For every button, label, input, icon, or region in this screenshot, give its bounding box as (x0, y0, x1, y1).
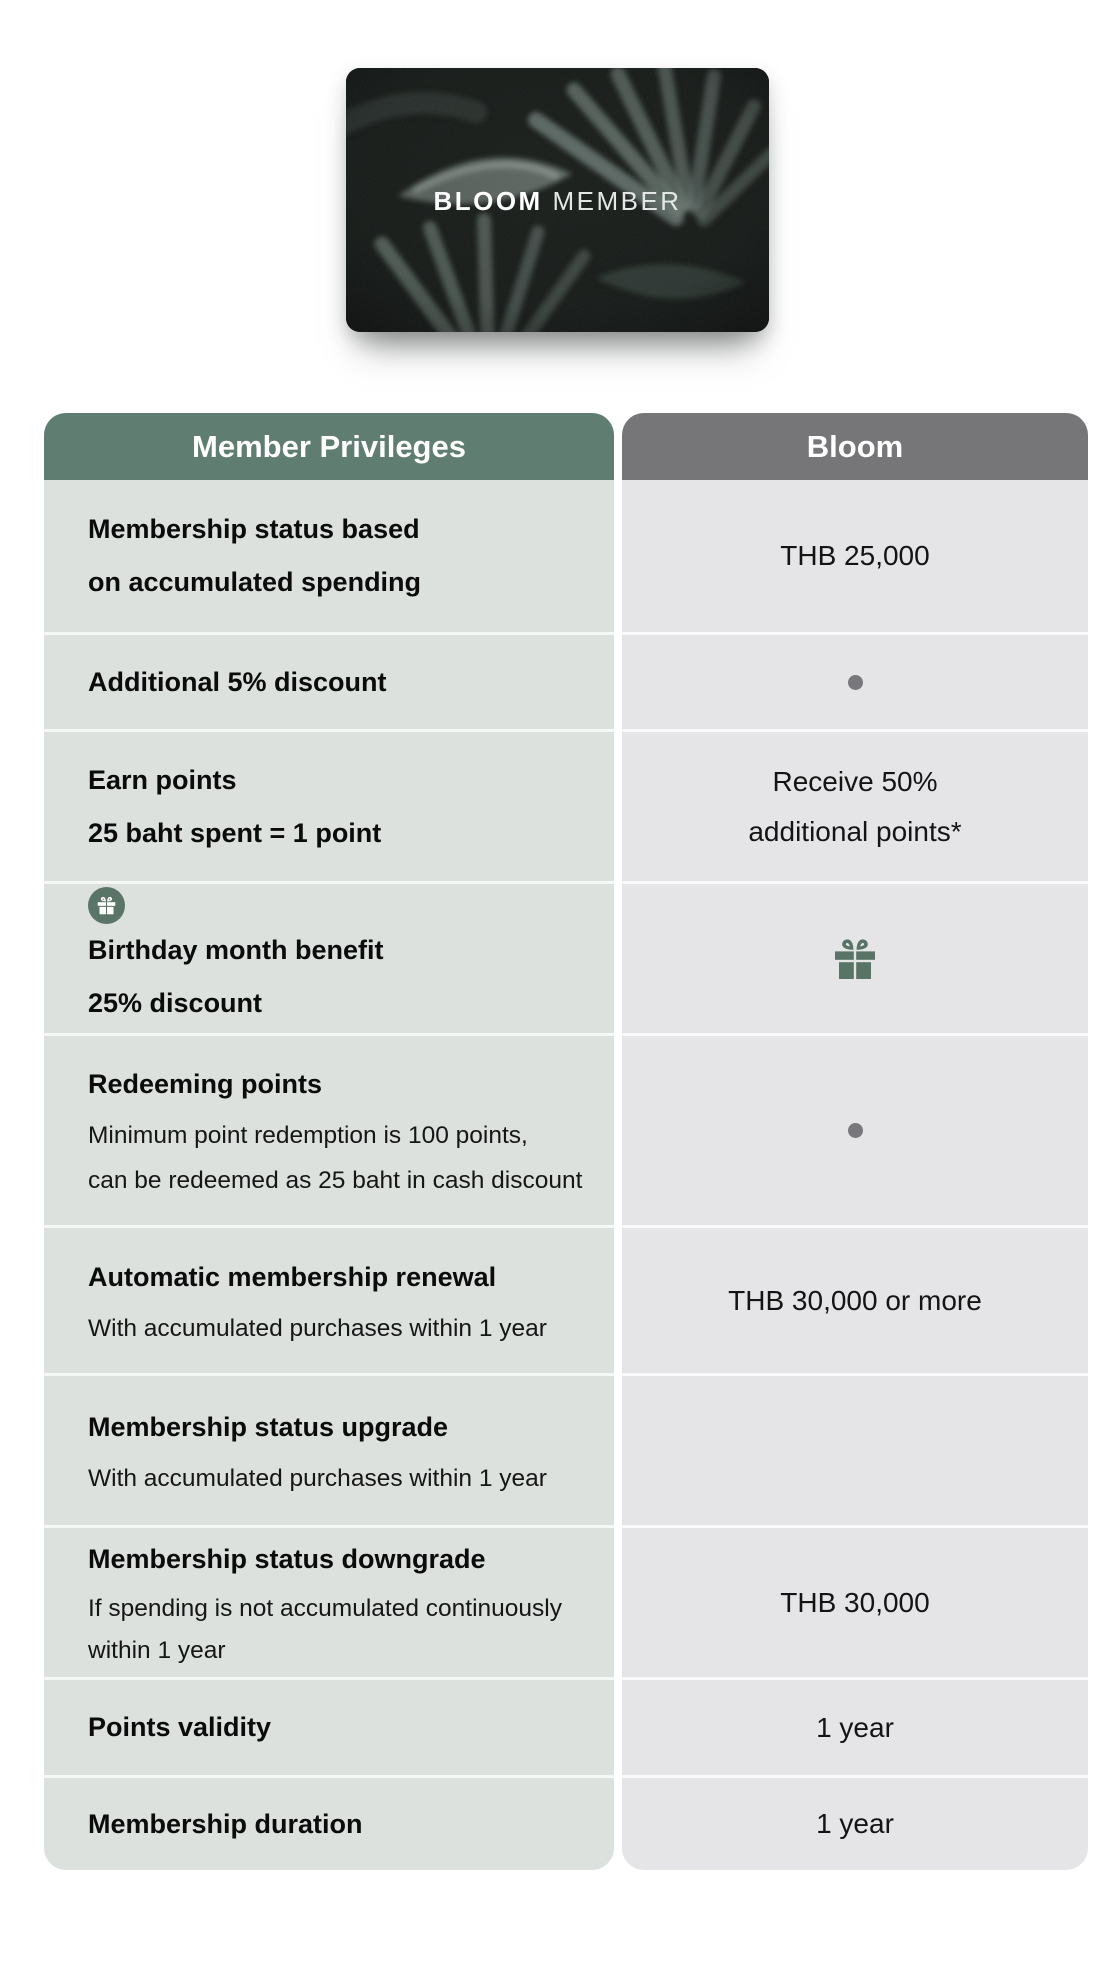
value-points-validity: 1 year (622, 1677, 1088, 1775)
privilege-redeeming-points: Redeeming points Minimum point redemption is 100 points, can be redeemed as 25 baht in cash discount (44, 1033, 614, 1225)
member-card (346, 68, 769, 332)
privilege-status-upgrade: Membership status upgrade With accumulated purchases within 1 year (44, 1373, 614, 1525)
privilege-title: Membership status based on accumulated spending (88, 514, 422, 597)
card-brand-light: MEMBER (552, 186, 682, 216)
gift-glyph-white (96, 895, 117, 916)
header-member-privileges: Member Privileges (44, 413, 614, 480)
privilege-points-validity: Points validity (44, 1677, 614, 1775)
value-membership-duration: 1 year (622, 1775, 1088, 1870)
gift-icon (831, 935, 879, 983)
dot-indicator (848, 1123, 863, 1138)
card-brand-bold: BLOOM (433, 186, 543, 216)
value-redeeming-points (622, 1033, 1088, 1225)
value-membership-status: THB 25,000 (622, 480, 1088, 632)
privilege-automatic-renewal: Automatic membership renewal With accumulated purchases within 1 year (44, 1225, 614, 1373)
dot-indicator (848, 675, 863, 690)
privilege-birthday-benefit: Birthday month benefit 25% discount (44, 881, 614, 1033)
privilege-membership-status (44, 480, 614, 632)
value-status-downgrade: THB 30,000 (622, 1525, 1088, 1677)
value-birthday-benefit (622, 881, 1088, 1033)
value-automatic-renewal: THB 30,000 or more (622, 1225, 1088, 1373)
privileges-table (44, 413, 1088, 1870)
value-earn-points: Receive 50% additional points* (622, 729, 1088, 881)
value-additional-discount (622, 632, 1088, 729)
card-title (346, 186, 769, 217)
value-status-upgrade (622, 1373, 1088, 1525)
privilege-status-downgrade: Membership status downgrade If spending is not accumulated continuously within 1 year (44, 1525, 614, 1677)
gift-circle-icon (88, 887, 125, 924)
privilege-earn-points: Earn points 25 baht spent = 1 point (44, 729, 614, 881)
privilege-additional-discount: Additional 5% discount (44, 632, 614, 729)
header-bloom: Bloom (622, 413, 1088, 480)
privilege-membership-duration: Membership duration (44, 1775, 614, 1870)
